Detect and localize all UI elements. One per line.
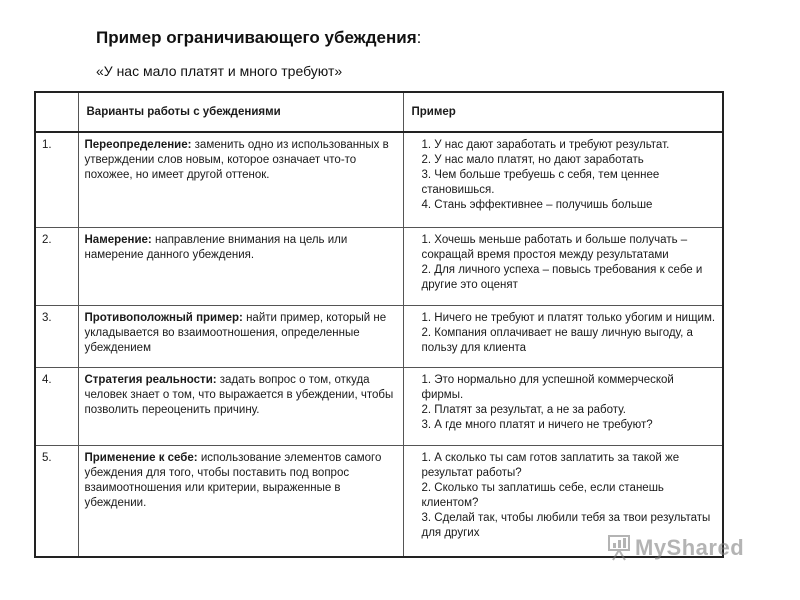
example-item: 2. Сколько ты заплатишь себе, если станешь клиентом? [421,481,664,509]
example-list [410,373,717,433]
example-item: 2. Компания оплачивает не вашу личную выгоду, а пользу для клиента [421,326,693,354]
myshared-logo-icon [607,535,631,561]
example-item: 4. Стань эффективнее – получишь больше [421,199,653,211]
method-description: использование элементов самого убеждения для того, чтобы поставить под вопрос взаимоотношения или критерии, выраженные в убеждении. [84,451,382,509]
page-title-colon: : [416,28,422,47]
example-item: 3. Сделай так, чтобы любили тебя за твои результаты для других [421,511,711,539]
belief-methods-table [34,91,724,558]
page-title-text: Пример ограничивающего убеждения [96,28,417,47]
example-cell [403,227,723,305]
header-methods: Варианты работы с убеждениями [78,92,403,132]
method-cell [78,132,403,227]
method-cell [78,305,403,367]
watermark-text: MyShared [635,535,745,560]
row-number: 3. [35,305,78,367]
table-row [35,305,723,367]
method-description: заменить одно из использованных в утверждении слов новым, которое означает что-то похожее, но имеет другой оттенок. [84,139,389,181]
table-row [35,132,723,227]
method-description: направление внимания на цель или намерение данного убеждения. [84,233,348,261]
example-list [410,451,717,541]
header-number [35,92,78,132]
example-item: 2. У нас мало платят, но дают заработать [421,154,644,166]
example-cell [403,367,723,445]
method-title: Намерение: [84,233,152,246]
example-item: 2. Для личного успеха – повысь требования к себе и другие это оценят [421,263,703,291]
page-title [96,28,421,48]
table-row [35,227,723,305]
example-item: 3. А где много платят и ничего не требуют? [421,418,653,431]
row-number: 1. [35,132,78,227]
watermark [607,535,744,561]
example-item: 1. А сколько ты сам готов заплатить за такой же результат работы? [421,451,680,479]
row-number: 4. [35,367,78,445]
method-description: найти пример, который не укладывается во взаимоотношения, определенные убеждением [84,311,387,354]
example-item: 3. Чем больше требуешь с себя, тем ценнее становишься. [421,169,660,196]
table-header-row [35,92,723,132]
example-cell [403,132,723,227]
method-title: Переопределение: [84,139,192,151]
header-example: Пример [403,92,723,132]
method-title: Применение к себе: [84,451,198,464]
example-item: 1. Хочешь меньше работать и больше получать – сокращай время простоя между результатами [421,233,688,261]
row-number: 2. [35,227,78,305]
example-cell [403,305,723,367]
example-item: 1. Ничего не требуют и платят только убогим и нищим. [421,311,716,324]
method-description: задать вопрос о том, откуда человек знает о том, что выражается в убеждении, чтобы позволить переоценить причину. [84,373,394,416]
example-item: 1. У нас дают заработать и требуют результат. [421,139,670,151]
method-cell [78,445,403,557]
example-list [410,233,717,293]
method-title: Стратегия реальности: [84,373,217,386]
method-title: Противоположный пример: [84,311,243,324]
example-item: 1. Это нормально для успешной коммерческой фирмы. [421,373,674,401]
example-list [410,311,717,356]
belief-quote: «У нас мало платят и много требуют» [96,63,343,79]
method-cell [78,367,403,445]
example-list [410,138,717,213]
row-number: 5. [35,445,78,557]
method-cell [78,227,403,305]
table-row [35,367,723,445]
example-item: 2. Платят за результат, а не за работу. [421,403,626,416]
